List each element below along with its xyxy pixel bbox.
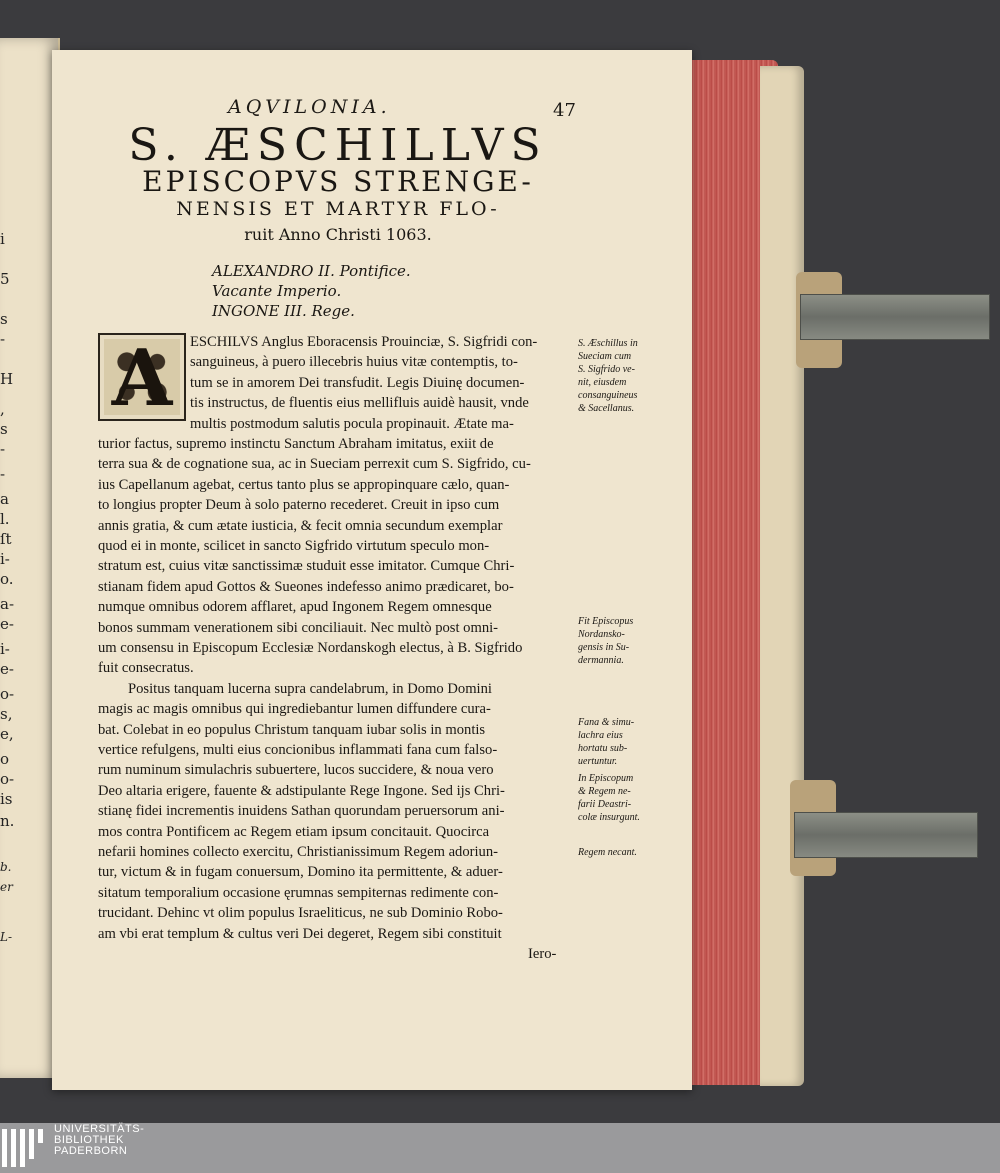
margin-note-line: farii Deastri- bbox=[578, 799, 632, 810]
body-line: Positus tanquam lucerna supra candelabrum, in Domo Domini bbox=[128, 680, 492, 697]
body-line: trucidant. Dehinc vt olim populus Israeliticus, ne sub Dominio Robo- bbox=[98, 905, 503, 922]
body-line: Iero- bbox=[528, 946, 557, 962]
body-line: numque omnibus odorem afflaret, apud Ingonem Regem omnesque bbox=[98, 599, 492, 616]
left-page bbox=[0, 38, 60, 1078]
body-line: sitatum temporalium occasione ęrumnas sempiternas redimente con- bbox=[98, 884, 499, 901]
left-page-fragment: - bbox=[0, 465, 6, 483]
margin-note-line: lachra eius bbox=[578, 730, 623, 741]
margin-note-line: Regem necant. bbox=[578, 847, 637, 858]
left-page-fragment: a bbox=[0, 490, 9, 508]
left-page-fragment: 5 bbox=[0, 270, 10, 288]
body-line: Deo altaria erigere, fauente & adstipulante Rege Ingone. Sed ijs Chri- bbox=[98, 782, 505, 799]
body-line: tis instructus, de fluentis eius mellifluis auidè hausit, vnde bbox=[190, 395, 529, 412]
margin-note-line: hortatu sub- bbox=[578, 743, 628, 754]
left-page-fragment: o. bbox=[0, 570, 14, 588]
body-line: bonos summam venerationem sibi conciliauit. Nec multò post omni- bbox=[98, 619, 499, 636]
logo-line-2: BIBLIOTHEK bbox=[54, 1134, 124, 1146]
body-line: magis ac magis omnibus qui ingrediebantur lumen diffundere cura- bbox=[98, 701, 491, 718]
left-page-fragment: is bbox=[0, 790, 13, 808]
left-page-fragment: s bbox=[0, 420, 8, 438]
body-line: mos contra Pontificem ac Regem etiam ipsum concitauit. Quocirca bbox=[98, 823, 490, 840]
title-line-2: EPISCOPVS STRENGE- bbox=[142, 165, 534, 198]
page-number: 47 bbox=[553, 100, 576, 121]
body-line: bat. Colebat in eo populus Christum tanquam iubar solis in montis bbox=[98, 721, 486, 738]
margin-note-line: gensis in Su- bbox=[578, 642, 630, 653]
left-page-fragment: n. bbox=[0, 812, 15, 830]
left-page-fragment: - bbox=[0, 330, 6, 348]
library-logo-icon bbox=[2, 1127, 46, 1169]
left-page-fragment: ſt bbox=[0, 530, 12, 548]
left-page-fragment: i bbox=[0, 230, 5, 248]
left-page-fragment: i- bbox=[0, 640, 10, 658]
body-line: to longius propter Deum à solo paterno recederet. Creuit in ipso cum bbox=[98, 497, 500, 514]
body-line: terra sua & de cognatione sua, ac in Sueciam perrexit cum S. Sigfrido, cu- bbox=[98, 456, 531, 473]
left-page-fragment: H bbox=[0, 370, 14, 388]
initial-letter: A bbox=[111, 333, 173, 421]
book-cover bbox=[760, 66, 804, 1086]
left-page-fragment: s, bbox=[0, 705, 13, 723]
body-line: rum numinum simulachris subuertere, lucos succidere, & noua vero bbox=[98, 762, 494, 779]
title-line-4: ruit Anno Christi 1063. bbox=[244, 225, 432, 244]
margin-note-line: In Episcopum bbox=[578, 773, 634, 784]
body-line: sanguineus, à puero illecebris huius vitæ contemptis, to- bbox=[190, 354, 518, 371]
body-line: stianę fidei incrementis inuidens Sathan quorundam peruersorum ani- bbox=[98, 803, 505, 820]
logo-line-3: PADERBORN bbox=[54, 1145, 128, 1157]
title-line-3: NENSIS ET MARTYR FLO- bbox=[176, 198, 500, 220]
margin-note-line: colæ insurgunt. bbox=[578, 812, 640, 823]
left-page-fragment: i- bbox=[0, 550, 10, 568]
body-line: nefarii homines collecto exercitu, Christianissimum Regem adoriun- bbox=[98, 844, 499, 860]
margin-note-line: uertuntur. bbox=[578, 756, 618, 767]
left-page-fragment: o- bbox=[0, 770, 15, 788]
library-logo-text bbox=[54, 1124, 144, 1157]
reign-line: ALEXANDRO II. Pontifice. bbox=[212, 262, 411, 280]
margin-note-line: & Sacellanus. bbox=[578, 403, 635, 414]
body-line: stratum est, cuius vitæ sanctissimæ studuit esse imitator. Cumque Chri- bbox=[98, 558, 515, 575]
left-page-fragment: - bbox=[0, 440, 6, 458]
margin-note-line: Fit Episcopus bbox=[578, 616, 634, 627]
left-page-fragment: e, bbox=[0, 725, 14, 743]
body-line: fuit consecratus. bbox=[98, 660, 194, 677]
left-page-fragment: e- bbox=[0, 615, 14, 633]
body-line: ius Capellanum agebat, certus tanto plus se appropinquare cælo, quan- bbox=[98, 476, 510, 493]
left-page-fragment: b. bbox=[0, 860, 12, 874]
body-line: tum se in amorem Dei transfudit. Legis Diuinę documen- bbox=[190, 374, 525, 391]
left-page-fragment: , bbox=[0, 400, 5, 418]
body-line: um consensu in Episcopum Ecclesiæ Nordanskogh electus, à B. Sigfrido bbox=[98, 640, 523, 656]
margin-note-line: Sueciam cum bbox=[578, 351, 632, 362]
reign-line: INGONE III. Rege. bbox=[212, 302, 355, 320]
body-line: annis gratia, & cum ætate iusticia, & fecit omnia secundum exemplar bbox=[98, 517, 503, 534]
body-line: am vbi erat templum & cultus veri Dei degeret, Regem sibi constituit bbox=[98, 925, 502, 942]
left-page-fragment: e- bbox=[0, 660, 14, 678]
clasp-bottom bbox=[794, 812, 978, 858]
left-page-fragment: L- bbox=[0, 930, 13, 944]
left-page-fragment: s bbox=[0, 310, 8, 328]
margin-note-line: dermannia. bbox=[578, 655, 624, 666]
body-line: vertice refulgens, multi eius concionibus inflammati fana cum falso- bbox=[98, 742, 498, 758]
left-page-fragment: er bbox=[0, 880, 13, 894]
body-line: quod ei in monte, scilicet in sancto Sigfrido virtutum speculo mon- bbox=[98, 538, 490, 554]
margin-note-line: S. Æschillus in bbox=[578, 338, 638, 349]
title-line-1: S. ÆSCHILLVS bbox=[128, 120, 548, 171]
decorated-initial bbox=[98, 333, 186, 421]
margin-note-line: Fana & simu- bbox=[578, 717, 635, 728]
body-line: tur, victum & in fugam conuersum, Domino ita permittente, & aduer- bbox=[98, 864, 503, 881]
logo-line-1: UNIVERSITÄTS- bbox=[54, 1123, 145, 1135]
margin-note-line: Nordansko- bbox=[578, 629, 625, 640]
body-line: stianam fidem apud Gottos & Sueones indefesso animo prædicaret, bo- bbox=[98, 578, 514, 595]
left-page-fragment: a- bbox=[0, 595, 15, 613]
left-page-fragment: o- bbox=[0, 685, 15, 703]
margin-note-line: & Regem ne- bbox=[578, 786, 631, 797]
body-line: turior factus, supremo instinctu Sanctum Abraham imitatus, exiit de bbox=[98, 436, 494, 452]
left-page-fragment: o bbox=[0, 750, 10, 768]
running-head: AQVILONIA. bbox=[228, 96, 391, 118]
reign-line: Vacante Imperio. bbox=[212, 282, 342, 300]
margin-note-line: S. Sigfrido ve- bbox=[578, 364, 635, 375]
clasp-top bbox=[800, 294, 990, 340]
body-line: multis postmodum salutis pocula propinauit. Ætate ma- bbox=[190, 415, 514, 432]
left-page-fragment: l. bbox=[0, 510, 10, 528]
margin-note-line: consanguineus bbox=[578, 390, 638, 401]
footer-bar bbox=[0, 1123, 1000, 1173]
body-line: ESCHILVS Anglus Eboracensis Prouinciæ, S. Sigfridi con- bbox=[190, 334, 538, 350]
margin-note-line: nit, eiusdem bbox=[578, 377, 627, 388]
